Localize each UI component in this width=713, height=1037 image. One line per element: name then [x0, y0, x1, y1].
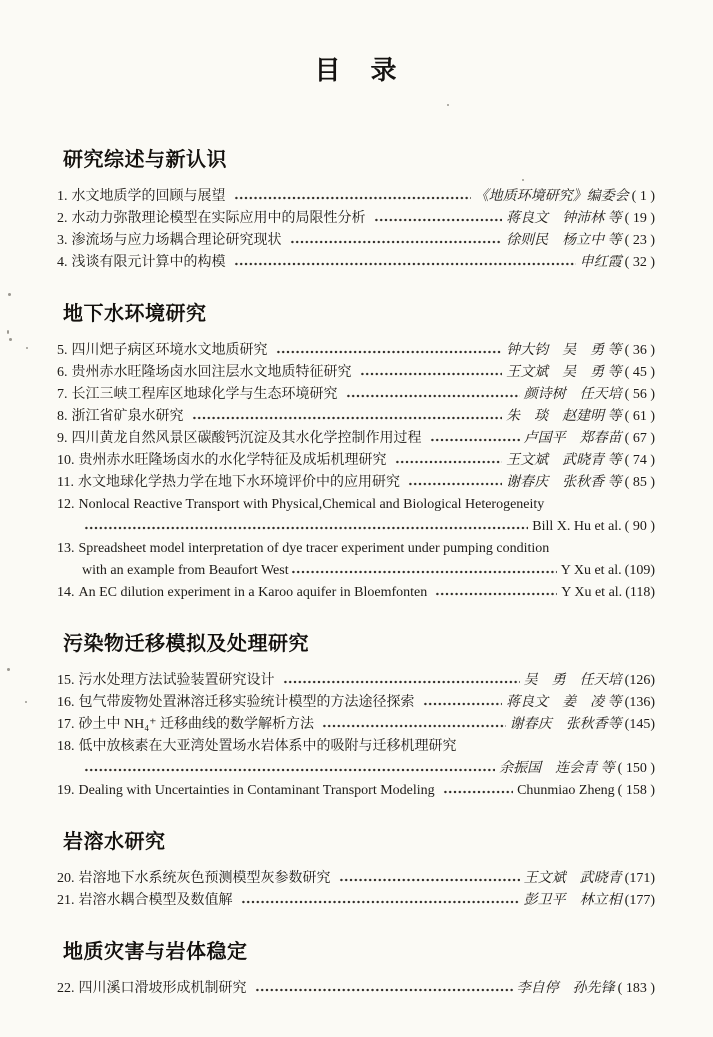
scan-speck: [26, 347, 28, 349]
entry-page: ( 183 ): [617, 981, 655, 996]
entry-number: 8.: [57, 409, 68, 424]
entry-title: 浙江省矿泉水研究: [71, 409, 184, 424]
section-entries: [57, 868, 655, 912]
dot-leader: [241, 896, 520, 908]
section-heading: 地下水环境研究: [63, 303, 207, 325]
toc-entry: [57, 252, 655, 274]
entry-authors: 颜诗树 任天培: [523, 387, 622, 402]
entry-title: 包气带废物处置淋溶迁移实验统计模型的方法途径探索: [78, 695, 415, 710]
dot-leader: [395, 456, 503, 468]
entry-authors: Y Xu et al.: [561, 585, 623, 600]
toc-entry: [57, 406, 655, 428]
scan-speck: [8, 293, 11, 296]
entry-number: 4.: [57, 255, 68, 270]
section-entries: [57, 978, 655, 1000]
entry-authors: 申红霞: [579, 255, 622, 270]
entry-title: 污水处理方法试验装置研究设计: [78, 673, 275, 688]
entry-title: 水动力弥散理论模型在实际应用中的局限性分析: [71, 211, 366, 226]
entry-number: 2.: [57, 211, 68, 226]
entry-page: ( 1 ): [631, 189, 655, 204]
toc-entry: [57, 670, 655, 692]
entry-authors: 朱 琰 赵建明 等: [506, 409, 622, 424]
entry-number: 5.: [57, 343, 68, 358]
entry-page: (171): [624, 871, 655, 886]
toc-entry: [57, 428, 655, 450]
scan-speck: [447, 104, 449, 106]
entry-page: ( 90 ): [624, 519, 655, 534]
entry-number: 6.: [57, 365, 68, 380]
entry-authors: 李自停 孙先锋: [516, 981, 615, 996]
toc-entry: [57, 714, 655, 736]
toc-section: [57, 627, 655, 802]
entry-authors: 徐则民 杨立中 等: [506, 233, 622, 248]
toc-section: [57, 297, 655, 604]
section-entries: [57, 340, 655, 604]
entry-page: ( 23 ): [624, 233, 655, 248]
section-heading: 研究综述与新认识: [63, 149, 227, 171]
scan-speck: [7, 330, 9, 334]
dot-leader: [290, 236, 503, 248]
dot-leader: [322, 720, 506, 732]
entry-authors: 卢国平 郑春苗: [523, 431, 622, 446]
dot-leader: [346, 390, 520, 402]
dot-leader: [374, 214, 503, 226]
toc-entry: [57, 230, 655, 252]
dot-leader: [423, 698, 503, 710]
entry-title: 低中放核素在大亚湾处置场水岩体系中的吸附与迁移机理研究: [78, 739, 457, 754]
toc-section: [57, 825, 655, 912]
toc-entry: [57, 560, 655, 582]
entry-title: Nonlocal Reactive Transport with Physical,Chemical and Biological Heterogeneity: [78, 497, 545, 512]
toc-entry: [57, 538, 655, 560]
entry-title: 岩溶地下水系统灰色预测模型灰参数研究: [78, 871, 331, 886]
toc-entry: [57, 340, 655, 362]
toc-section: [57, 935, 655, 1000]
entry-authors: 《地质环境研究》编委会: [474, 189, 629, 204]
entry-page: ( 85 ): [624, 475, 655, 490]
entry-number: 20.: [57, 871, 75, 886]
entry-title: 浅谈有限元计算中的构模: [71, 255, 226, 270]
entry-authors: Bill X. Hu et al.: [532, 519, 622, 534]
toc-entry: [57, 384, 655, 406]
dot-leader: [435, 588, 557, 600]
entry-number: 1.: [57, 189, 68, 204]
entry-number: 9.: [57, 431, 68, 446]
entry-page: ( 56 ): [624, 387, 655, 402]
scan-speck: [9, 338, 12, 341]
entry-page: ( 67 ): [624, 431, 655, 446]
entry-number: 3.: [57, 233, 68, 248]
dot-leader: [430, 434, 520, 446]
toc-entry: [57, 472, 655, 494]
scan-speck: [522, 179, 524, 181]
entry-page: ( 150 ): [617, 761, 655, 776]
section-entries: [57, 186, 655, 274]
entry-page: ( 158 ): [617, 783, 655, 798]
entry-title: 四川黄龙自然风景区碳酸钙沉淀及其水化学控制作用过程: [71, 431, 422, 446]
entry-authors: Y Xu et al.: [560, 563, 622, 578]
entry-page: ( 45 ): [624, 365, 655, 380]
entry-title: 水文地质学的回顾与展望: [71, 189, 226, 204]
entry-number: 11.: [57, 475, 74, 490]
entry-page: ( 32 ): [624, 255, 655, 270]
entry-title: 岩溶水耦合模型及数值解: [78, 893, 233, 908]
entry-authors: 王文斌 武晓青: [523, 871, 622, 886]
toc-entry: [57, 890, 655, 912]
dot-leader: [291, 566, 557, 578]
entry-page: (136): [624, 695, 655, 710]
toc-section: [57, 143, 655, 274]
entry-authors: 蒋良文 钟沛林 等: [506, 211, 622, 226]
entry-page: ( 36 ): [624, 343, 655, 358]
toc-entry: [57, 582, 655, 604]
toc-content: [57, 143, 655, 1000]
page-title: 目 录: [314, 55, 399, 85]
entry-page: (177): [624, 893, 655, 908]
dot-leader: [234, 192, 471, 204]
dot-leader: [255, 984, 513, 996]
entry-title: Dealing with Uncertainties in Contaminant Transport Modeling: [78, 783, 435, 798]
entry-number: 15.: [57, 673, 75, 688]
entry-number: 10.: [57, 453, 75, 468]
section-heading: 污染物迁移模拟及处理研究: [63, 633, 309, 655]
section-heading: 地质灾害与岩体稳定: [63, 941, 248, 963]
entry-authors: 余振国 连会青 等: [499, 761, 615, 776]
entry-title: 四川𤆵子病区环境水文地质研究: [71, 343, 268, 358]
dot-leader: [192, 412, 503, 424]
entry-title: 砂土中 NH₄⁺ 迁移曲线的数学解析方法: [78, 717, 314, 732]
entry-number: 19.: [57, 783, 75, 798]
toc-entry: [57, 450, 655, 472]
entry-page: (109): [624, 563, 655, 578]
section-heading: 岩溶水研究: [63, 831, 166, 853]
entry-title: An EC dilution experiment in a Karoo aquifer in Bloemfonten: [78, 585, 428, 600]
toc-entry: [57, 362, 655, 384]
entry-page: (145): [624, 717, 655, 732]
entry-authors: 彭卫平 林立相: [523, 893, 622, 908]
entry-page: (118): [625, 585, 655, 600]
entry-number: 12.: [57, 497, 75, 512]
entry-number: 16.: [57, 695, 75, 710]
entry-number: 14.: [57, 585, 75, 600]
scan-speck: [25, 701, 27, 703]
entry-authors: Chunmiao Zheng: [517, 783, 615, 798]
entry-page: (126): [624, 673, 655, 688]
toc-entry: [57, 516, 655, 538]
entry-number: 22.: [57, 981, 75, 996]
entry-authors: 吴 勇 任天培: [523, 673, 622, 688]
entry-page: ( 61 ): [624, 409, 655, 424]
entry-title: 长江三峡工程库区地球化学与生态环境研究: [71, 387, 338, 402]
entry-authors: 王文斌 武晓青 等: [506, 453, 622, 468]
entry-authors: 谢春庆 张秋香 等: [506, 475, 622, 490]
entry-number: 18.: [57, 739, 75, 754]
entry-title: Spreadsheet model interpretation of dye tracer experiment under pumping condition: [78, 541, 550, 556]
dot-leader: [276, 346, 503, 358]
toc-entry: [57, 186, 655, 208]
entry-title: 水文地球化学热力学在地下水环境评价中的应用研究: [77, 475, 400, 490]
toc-entry: [57, 692, 655, 714]
dot-leader: [443, 786, 513, 798]
toc-entry: [57, 758, 655, 780]
entry-title: 贵州赤水旺隆场卤水的水化学特征及成垢机理研究: [78, 453, 387, 468]
toc-entry: [57, 208, 655, 230]
section-entries: [57, 670, 655, 802]
entry-title: 渗流场与应力场耦合理论研究现状: [71, 233, 282, 248]
toc-entry: [57, 780, 655, 802]
dot-leader: [84, 522, 528, 534]
dot-leader: [408, 478, 502, 490]
entry-authors: 蒋良文 姜 凌 等: [506, 695, 622, 710]
entry-page: ( 74 ): [624, 453, 655, 468]
dot-leader: [84, 764, 495, 776]
entry-authors: 王文斌 吴 勇 等: [506, 365, 622, 380]
entry-number: 13.: [57, 541, 75, 556]
dot-leader: [339, 874, 520, 886]
scan-speck: [7, 668, 10, 671]
toc-entry: [57, 494, 655, 516]
entry-title: with an example from Beaufort West: [82, 563, 289, 578]
dot-leader: [283, 676, 520, 688]
dot-leader: [234, 258, 576, 270]
entry-number: 17.: [57, 717, 75, 732]
toc-entry: [57, 868, 655, 890]
entry-number: 7.: [57, 387, 68, 402]
entry-authors: 钟大钧 吴 勇 等: [506, 343, 622, 358]
entry-number: 21.: [57, 893, 75, 908]
toc-entry: [57, 736, 655, 758]
entry-title: 贵州赤水旺隆场卤水回注层水文地质特征研究: [71, 365, 352, 380]
entry-authors: 谢春庆 张秋香等: [509, 717, 622, 732]
dot-leader: [360, 368, 503, 380]
toc-entry: [57, 978, 655, 1000]
entry-title: 四川溪口滑坡形成机制研究: [78, 981, 247, 996]
entry-page: ( 19 ): [624, 211, 655, 226]
